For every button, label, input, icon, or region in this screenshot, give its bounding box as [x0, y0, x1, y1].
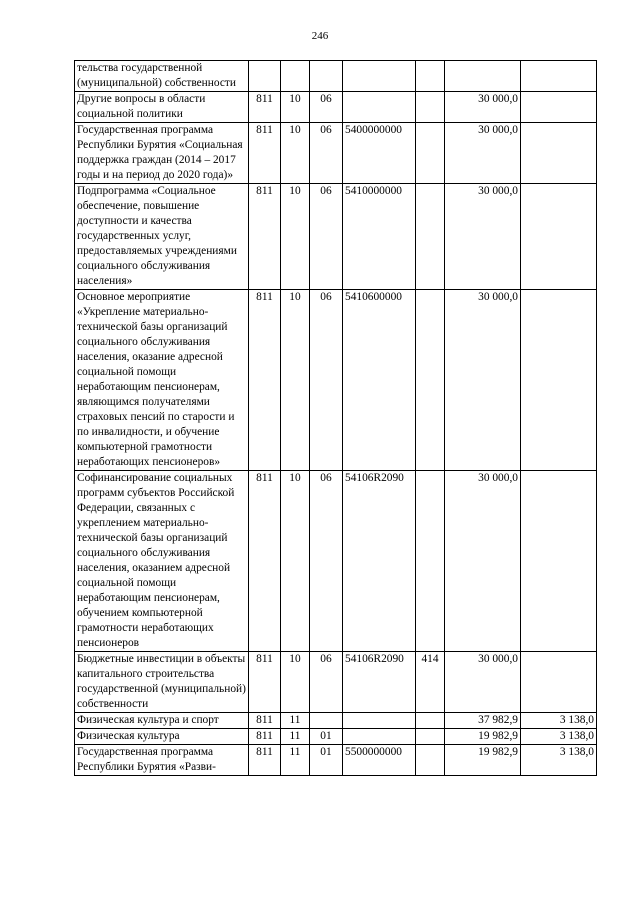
- table-row: [75, 652, 597, 713]
- row-csr: 54106R2090: [343, 471, 416, 652]
- row-sum2: [521, 123, 597, 184]
- row-vr: [416, 745, 445, 776]
- row-vr: [416, 713, 445, 729]
- row-vr: [416, 471, 445, 652]
- row-vr: 414: [416, 652, 445, 713]
- row-sum2: [521, 652, 597, 713]
- row-pr: 06: [310, 184, 343, 290]
- row-pr: 01: [310, 745, 343, 776]
- row-sum1: 19 982,9: [445, 745, 521, 776]
- row-rz: [281, 61, 310, 92]
- row-sum2: 3 138,0: [521, 745, 597, 776]
- row-pr: 06: [310, 471, 343, 652]
- row-rz: 11: [281, 713, 310, 729]
- row-vr: [416, 290, 445, 471]
- row-csr: [343, 92, 416, 123]
- row-sum1: 19 982,9: [445, 729, 521, 745]
- row-name: Основное мероприятие «Укрепление материально-технической базы организаций социального обслуживания населения, оказание адресной социальной помощи неработающим пенсионерам, являющимся получателями страховых пенсий по старости и по инвалидности, и обучение компьютерной грамотности неработающих пенсионеров»: [75, 290, 249, 471]
- row-csr: 5400000000: [343, 123, 416, 184]
- row-pr: 06: [310, 652, 343, 713]
- row-sum1: 30 000,0: [445, 184, 521, 290]
- row-sum1: 30 000,0: [445, 123, 521, 184]
- row-rz: 10: [281, 290, 310, 471]
- table-row: [75, 729, 597, 745]
- row-ved: 811: [249, 123, 281, 184]
- row-csr: [343, 713, 416, 729]
- row-csr: [343, 729, 416, 745]
- row-sum1: 30 000,0: [445, 652, 521, 713]
- row-rz: 11: [281, 745, 310, 776]
- row-vr: [416, 729, 445, 745]
- row-name: Софинансирование социальных программ субъектов Российской Федерации, связанных с укреплением материально-технической базы организаций социального обслуживания населения, оказанием адресной социальной помощи неработающим пенсионерам, обучением компьютерной грамотности неработающих пенсионеров: [75, 471, 249, 652]
- row-sum1: 30 000,0: [445, 92, 521, 123]
- table-row: [75, 745, 597, 776]
- row-pr: 06: [310, 92, 343, 123]
- row-vr: [416, 61, 445, 92]
- row-ved: 811: [249, 290, 281, 471]
- row-sum2: [521, 471, 597, 652]
- row-sum2: [521, 92, 597, 123]
- row-name: тельства государственной (муниципальной) собственности: [75, 61, 249, 92]
- row-name: Государственная программа Республики Бурятия «Социальная поддержка граждан (2014 – 2017 годы и на период до 2020 года)»: [75, 123, 249, 184]
- row-rz: 10: [281, 123, 310, 184]
- row-rz: 10: [281, 652, 310, 713]
- row-name: Другие вопросы в области социальной политики: [75, 92, 249, 123]
- table-row: [75, 61, 597, 92]
- row-csr: 5410000000: [343, 184, 416, 290]
- row-rz: 10: [281, 92, 310, 123]
- row-csr: 5500000000: [343, 745, 416, 776]
- row-ved: 811: [249, 92, 281, 123]
- row-ved: 811: [249, 745, 281, 776]
- row-ved: [249, 61, 281, 92]
- row-rz: 11: [281, 729, 310, 745]
- row-csr: 5410600000: [343, 290, 416, 471]
- row-rz: 10: [281, 471, 310, 652]
- row-name: Физическая культура: [75, 729, 249, 745]
- row-sum2: [521, 290, 597, 471]
- row-vr: [416, 123, 445, 184]
- row-name: Физическая культура и спорт: [75, 713, 249, 729]
- row-ved: 811: [249, 652, 281, 713]
- row-csr: [343, 61, 416, 92]
- row-pr: [310, 61, 343, 92]
- row-ved: 811: [249, 713, 281, 729]
- table-row: [75, 184, 597, 290]
- row-name: Государственная программа Республики Бурятия «Разви-: [75, 745, 249, 776]
- row-sum1: 30 000,0: [445, 290, 521, 471]
- table-row: [75, 92, 597, 123]
- row-ved: 811: [249, 471, 281, 652]
- row-sum2: 3 138,0: [521, 713, 597, 729]
- row-csr: 54106R2090: [343, 652, 416, 713]
- table-row: [75, 123, 597, 184]
- row-ved: 811: [249, 184, 281, 290]
- row-vr: [416, 92, 445, 123]
- table-row: [75, 713, 597, 729]
- row-pr: 06: [310, 290, 343, 471]
- row-pr: [310, 713, 343, 729]
- row-ved: 811: [249, 729, 281, 745]
- table-row: [75, 471, 597, 652]
- row-sum1: [445, 61, 521, 92]
- row-name: Бюджетные инвестиции в объекты капитального строительства государственной (муниципальной) собственности: [75, 652, 249, 713]
- row-sum2: 3 138,0: [521, 729, 597, 745]
- row-vr: [416, 184, 445, 290]
- row-sum1: 37 982,9: [445, 713, 521, 729]
- row-pr: 06: [310, 123, 343, 184]
- row-name: Подпрограмма «Социальное обеспечение, повышение доступности и качества государственных услуг, предоставляемых учреждениями социального обслуживания населения»: [75, 184, 249, 290]
- row-rz: 10: [281, 184, 310, 290]
- budget-table: [74, 60, 597, 776]
- row-pr: 01: [310, 729, 343, 745]
- row-sum2: [521, 61, 597, 92]
- page-number: 246: [311, 30, 329, 42]
- row-sum1: 30 000,0: [445, 471, 521, 652]
- row-sum2: [521, 184, 597, 290]
- table-row: [75, 290, 597, 471]
